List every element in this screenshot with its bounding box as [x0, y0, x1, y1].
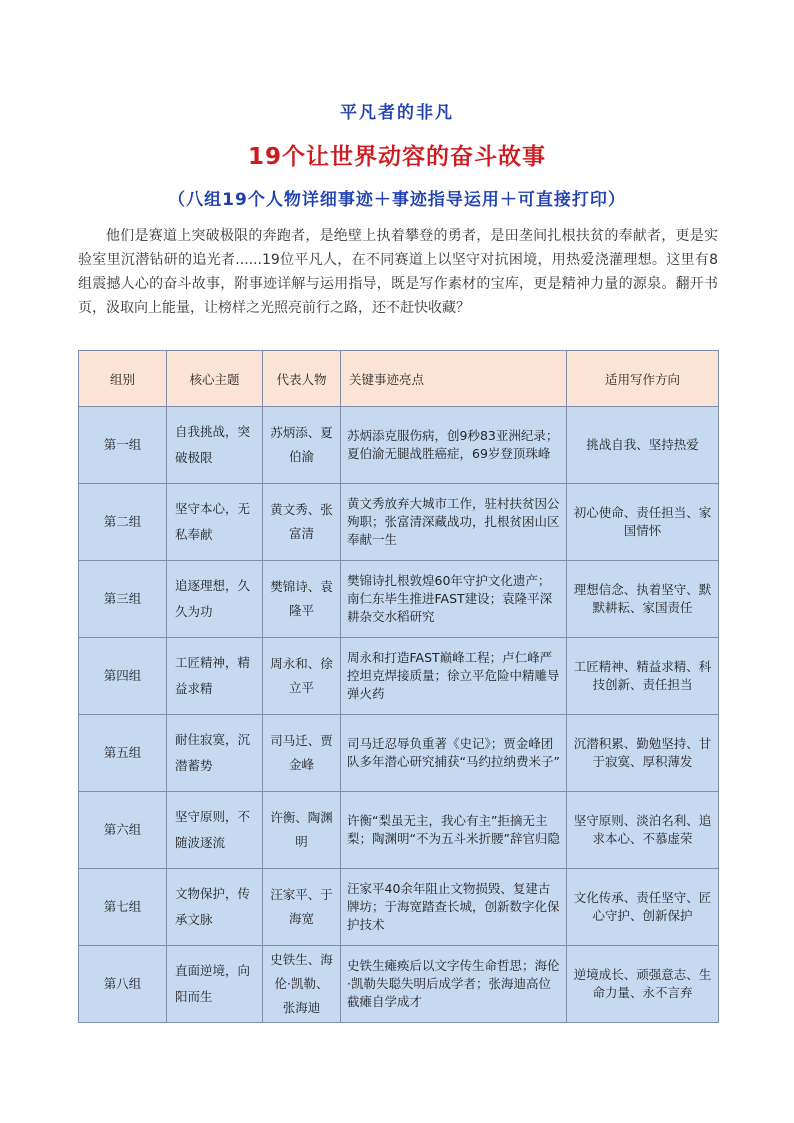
document-title: 19个让世界动容的奋斗故事 [247, 144, 546, 170]
cell-theme: 自我挑战，突破极限 [167, 407, 263, 484]
cell-group: 第二组 [79, 484, 167, 561]
table-row [79, 561, 719, 638]
table-row [79, 715, 719, 792]
document-subtitle: （八组19个人物详细事迹＋事迹指导运用＋可直接打印） [168, 190, 626, 210]
cell-key-deeds: 史铁生瘫痪后以文字传生命哲思；海伦·凯勒失聪失明后成学者；张海迪高位截瘫自学成才 [341, 946, 567, 1023]
table-row [79, 484, 719, 561]
header-direction: 适用写作方向 [567, 351, 719, 407]
cell-key-deeds: 司马迁忍辱负重著《史记》；贾金峰团队多年潜心研究捕获“马约拉纳费米子” [341, 715, 567, 792]
table-header-row [79, 351, 719, 407]
header-group: 组别 [79, 351, 167, 407]
cell-group: 第四组 [79, 638, 167, 715]
table-row [79, 946, 719, 1023]
cell-theme: 坚守本心，无私奉献 [167, 484, 263, 561]
cell-theme: 耐住寂寞，沉潜蓄势 [167, 715, 263, 792]
cell-key-deeds: 樊锦诗扎根敦煌60年守护文化遗产；南仁东毕生推进FAST建设；袁隆平深耕杂交水稻研究 [341, 561, 567, 638]
cell-direction: 逆境成长、顽强意志、生命力量、永不言弃 [567, 946, 719, 1023]
cell-direction: 理想信念、执着坚守、默默耕耘、家国责任 [567, 561, 719, 638]
cell-persons: 史铁生、海伦·凯勒、张海迪 [263, 946, 341, 1023]
header-persons: 代表人物 [263, 351, 341, 407]
cell-direction: 挑战自我、坚持热爱 [567, 407, 719, 484]
cell-direction: 文化传承、责任坚守、匠心守护、创新保护 [567, 869, 719, 946]
story-table [78, 350, 719, 1023]
cell-group: 第五组 [79, 715, 167, 792]
intro-paragraph [78, 224, 718, 320]
document-supertitle: 平凡者的非凡 [340, 103, 454, 123]
header-key-deeds: 关键事迹亮点 [341, 351, 567, 407]
header-theme: 核心主题 [167, 351, 263, 407]
cell-direction: 工匠精神、精益求精、科技创新、责任担当 [567, 638, 719, 715]
cell-persons: 司马迁、贾金峰 [263, 715, 341, 792]
cell-theme: 坚守原则，不随波逐流 [167, 792, 263, 869]
cell-persons: 许衡、陶渊明 [263, 792, 341, 869]
cell-key-deeds: 黄文秀放弃大城市工作，驻村扶贫因公殉职；张富清深藏战功，扎根贫困山区奉献一生 [341, 484, 567, 561]
cell-theme: 直面逆境，向阳而生 [167, 946, 263, 1023]
cell-group: 第八组 [79, 946, 167, 1023]
cell-key-deeds: 周永和打造FAST巅峰工程；卢仁峰严控坦克焊接质量；徐立平危险中精雕导弹火药 [341, 638, 567, 715]
cell-key-deeds: 苏炳添克服伤病，创9秒83亚洲纪录；夏伯渝无腿战胜癌症，69岁登顶珠峰 [341, 407, 567, 484]
cell-persons: 汪家平、于海宽 [263, 869, 341, 946]
intro-text: 他们是赛道上突破极限的奔跑者，是绝壁上执着攀登的勇者，是田垄间扎根扶贫的奉献者，更是实验室里沉潜钻研的追光者......19位平凡人，在不同赛道上以坚守对抗困境，用热爱浇灌理想。这里有8组震撼人心的奋斗故事，附事迹详解与运用指导，既是写作素材的宝库，更是精神力量的源泉。翻开书页，汲取向上能量，让榜样之光照亮前行之路，还不赶快收藏？ [78, 228, 718, 316]
cell-group: 第七组 [79, 869, 167, 946]
cell-theme: 文物保护，传承文脉 [167, 869, 263, 946]
table-row [79, 407, 719, 484]
cell-key-deeds: 许衡“梨虽无主，我心有主”拒摘无主梨；陶渊明“不为五斗米折腰”辞官归隐 [341, 792, 567, 869]
cell-persons: 黄文秀、张富清 [263, 484, 341, 561]
cell-theme: 工匠精神，精益求精 [167, 638, 263, 715]
cell-persons: 周永和、徐立平 [263, 638, 341, 715]
cell-theme: 追逐理想，久久为功 [167, 561, 263, 638]
table-row [79, 792, 719, 869]
cell-direction: 初心使命、责任担当、家国情怀 [567, 484, 719, 561]
cell-direction: 坚守原则、淡泊名利、追求本心、不慕虚荣 [567, 792, 719, 869]
cell-direction: 沉潜积累、勤勉坚持、甘于寂寞、厚积薄发 [567, 715, 719, 792]
cell-group: 第三组 [79, 561, 167, 638]
table-row [79, 869, 719, 946]
cell-group: 第六组 [79, 792, 167, 869]
cell-key-deeds: 汪家平40余年阻止文物损毁、复建古牌坊；于海宽踏查长城，创新数字化保护技术 [341, 869, 567, 946]
cell-persons: 樊锦诗、袁隆平 [263, 561, 341, 638]
table-row [79, 638, 719, 715]
cell-persons: 苏炳添、夏伯渝 [263, 407, 341, 484]
cell-group: 第一组 [79, 407, 167, 484]
